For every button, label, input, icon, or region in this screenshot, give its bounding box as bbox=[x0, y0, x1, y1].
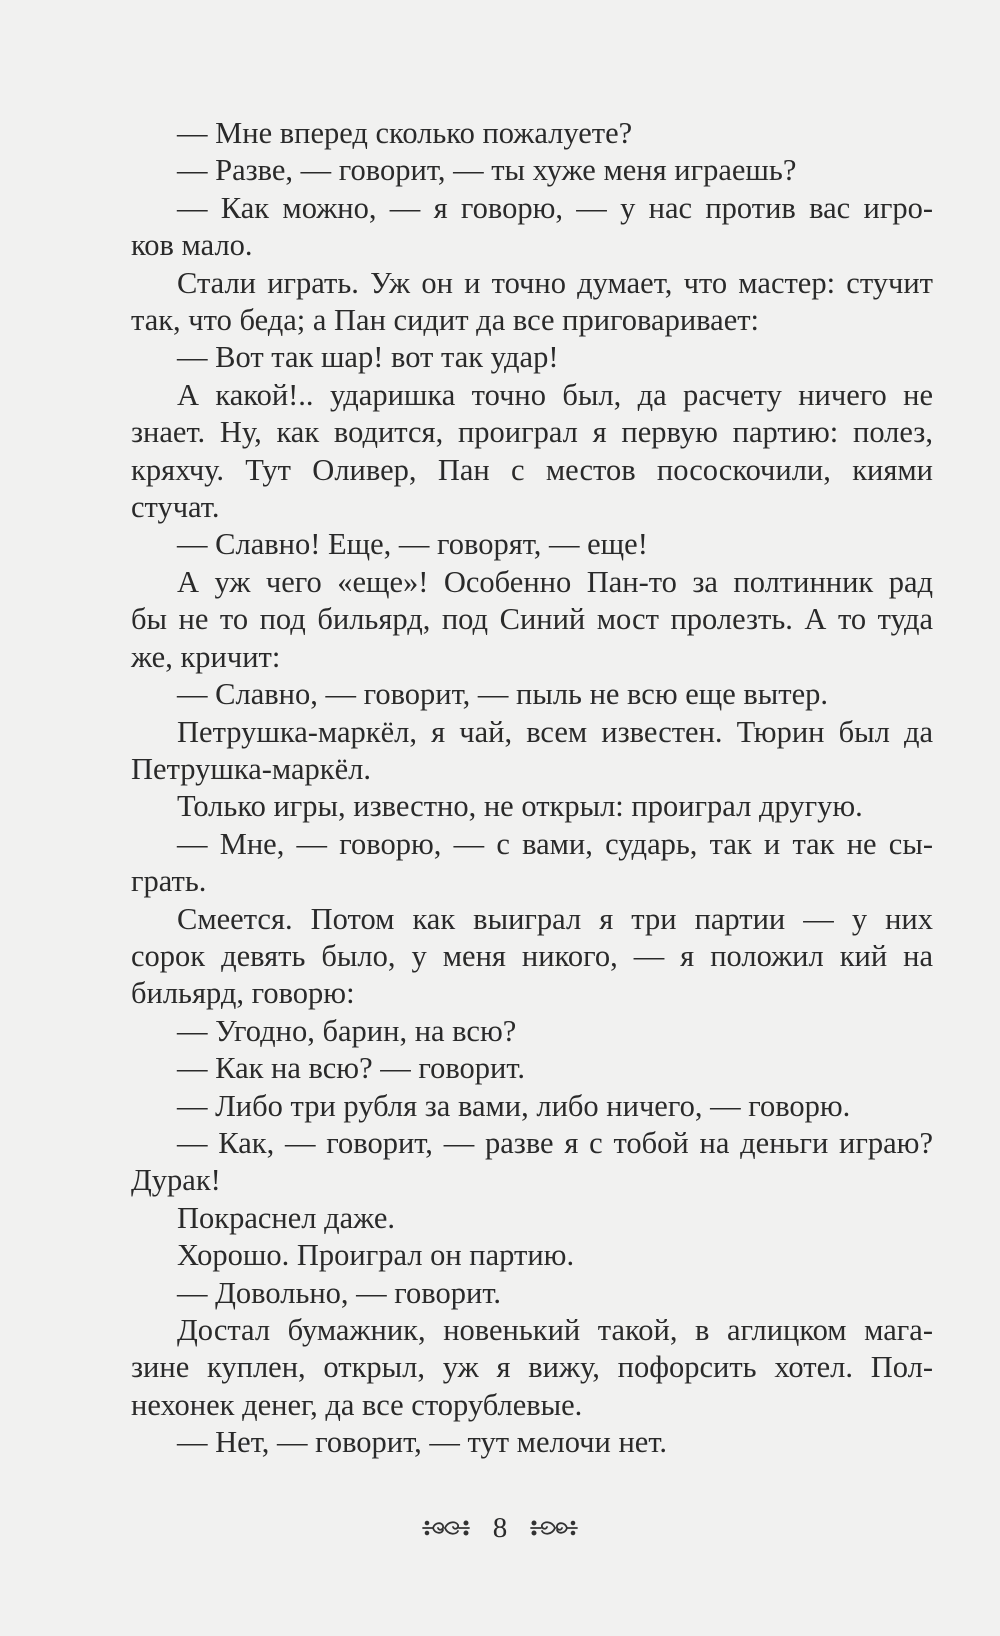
paragraph bbox=[131, 1200, 933, 1237]
text-line: А уж чего «еще»! Особенно Пан-то за полтинник рад bbox=[177, 564, 933, 599]
text-line: — Как на всю? — говорит. bbox=[177, 1051, 526, 1086]
paragraph bbox=[131, 1424, 933, 1461]
text-line: — Довольно, — говорит. bbox=[177, 1275, 501, 1310]
text-line: кряхчу. Тут Оливер, Пан с местов пососкочили, киями bbox=[131, 452, 933, 487]
paragraph bbox=[131, 1088, 933, 1125]
text-line: Смеется. Потом как выиграл я три партии — у них bbox=[177, 901, 933, 936]
text-line: знает. Ну, как водится, проиграл я первую партию: полез, bbox=[131, 415, 933, 450]
page-number: 8 bbox=[492, 1512, 508, 1544]
text-line: Только игры, известно, не открыл: проиграл другую. bbox=[177, 789, 863, 824]
text-line: Стали играть. Уж он и точно думает, что мастер: стучит bbox=[177, 265, 933, 300]
text-line: — Вот так шар! вот так удар! bbox=[177, 340, 559, 375]
paragraph bbox=[131, 1013, 933, 1050]
paragraph bbox=[131, 564, 933, 676]
text-line: Хорошо. Проиграл он партию. bbox=[177, 1238, 575, 1273]
paragraph bbox=[131, 526, 933, 563]
paragraph bbox=[131, 1237, 933, 1274]
text-line: — Как можно, — я говорю, — у нас против вас игро- bbox=[177, 190, 933, 225]
paragraph bbox=[131, 152, 933, 189]
text-line: Покраснел даже. bbox=[177, 1200, 396, 1235]
paragraph bbox=[131, 1312, 933, 1424]
text-line: — Славно, — говорит, — пыль не всю еще вытер. bbox=[177, 677, 829, 712]
text-line: — Угодно, барин, на всю? bbox=[177, 1013, 517, 1048]
text-line: так, что беда; а Пан сидит да все приговаривает: bbox=[131, 303, 760, 338]
text-line: зине куплен, открыл, уж я вижу, пофорсить хотел. Пол- bbox=[131, 1350, 933, 1385]
text-line: — Нет, — говорит, — тут мелочи нет. bbox=[177, 1425, 667, 1460]
paragraph bbox=[131, 265, 933, 340]
paragraph bbox=[131, 826, 933, 901]
text-line: сорок девять было, у меня никого, — я положил кий на bbox=[131, 938, 933, 973]
paragraph bbox=[131, 377, 933, 527]
text-line: — Мне вперед сколько пожалуете? bbox=[177, 116, 633, 150]
text-line: бильярд, говорю: bbox=[131, 976, 355, 1011]
text-line: бы не то под бильярд, под Синий мост пролезть. А то туда bbox=[131, 602, 933, 637]
text-line: Петрушка-маркёл, я чай, всем известен. Тюрин был да bbox=[177, 714, 933, 749]
text-line: — Разве, — говорит, — ты хуже меня играешь? bbox=[177, 153, 797, 188]
paragraph bbox=[131, 788, 933, 825]
text-line: же, кричит: bbox=[131, 639, 281, 674]
text-line: нехонек денег, да все сторублевые. bbox=[131, 1387, 583, 1422]
text-line: — Мне, — говорю, — с вами, сударь, так и так не сы- bbox=[177, 826, 933, 861]
text-line: ков мало. bbox=[131, 228, 253, 263]
text-line: А какой!.. ударишка точно был, да расчету ничего не bbox=[177, 377, 933, 412]
paragraph bbox=[131, 1050, 933, 1087]
text-line: — Как, — говорит, — разве я с тобой на деньги играю? bbox=[177, 1125, 933, 1160]
left-ornament-icon bbox=[421, 1517, 471, 1539]
text-line: — Славно! Еще, — говорят, — еще! bbox=[177, 527, 648, 562]
paragraph bbox=[131, 1125, 933, 1200]
page-footer bbox=[0, 1506, 1000, 1550]
paragraph bbox=[131, 115, 933, 152]
text-line: Дурак! bbox=[131, 1163, 221, 1198]
text-line: грать. bbox=[131, 864, 207, 899]
text-line: — Либо три рубля за вами, либо ничего, — говорю. bbox=[177, 1088, 851, 1123]
paragraph bbox=[131, 901, 933, 1013]
text-line: стучат. bbox=[131, 490, 220, 525]
paragraph bbox=[131, 1275, 933, 1312]
paragraph bbox=[131, 676, 933, 713]
paragraph bbox=[131, 714, 933, 789]
paragraph bbox=[131, 190, 933, 265]
paragraph bbox=[131, 339, 933, 376]
page-text bbox=[131, 115, 933, 1462]
right-ornament-icon bbox=[529, 1517, 579, 1539]
text-line: Достал бумажник, новенький такой, в аглицком мага- bbox=[177, 1313, 933, 1347]
text-line: Петрушка-маркёл. bbox=[131, 751, 371, 786]
